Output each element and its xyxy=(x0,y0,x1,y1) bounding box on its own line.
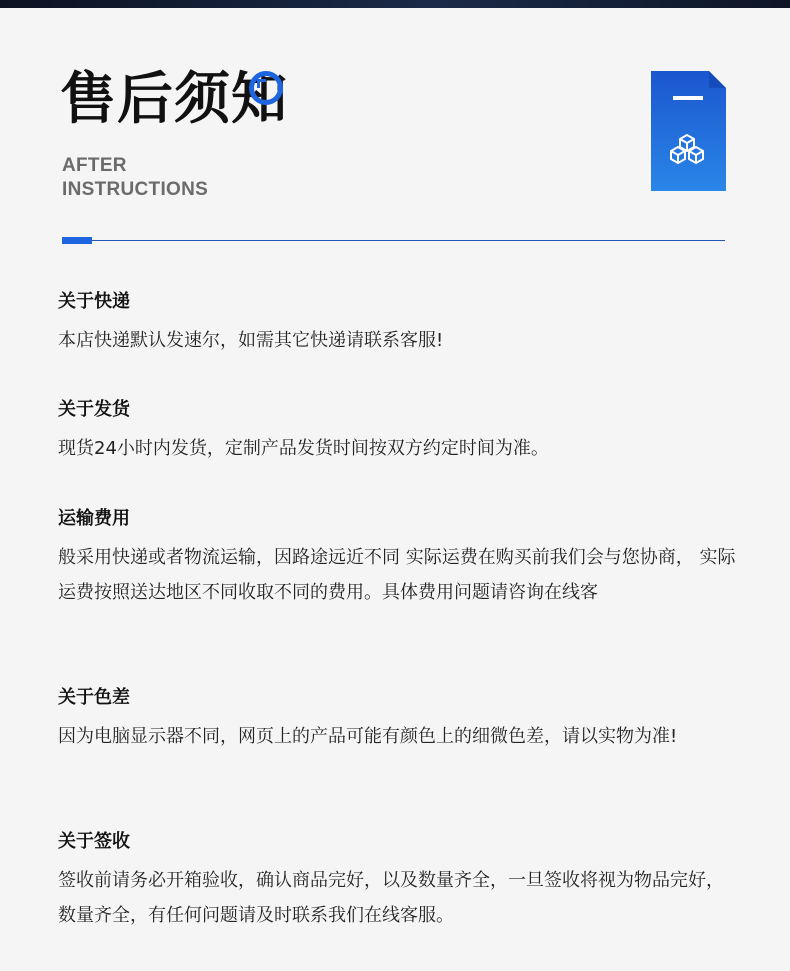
subtitle-line-instructions: INSTRUCTIONS xyxy=(62,179,209,200)
section-receipt xyxy=(58,829,738,933)
ring-icon xyxy=(249,71,283,105)
subtitle-line-after: AFTER xyxy=(62,155,127,176)
section-body: 签收前请务必开箱验收，确认商品完好，以及数量齐全，一旦签收将视为物品完好，数量齐全，有任何问题请及时联系我们在线客服。 xyxy=(58,870,724,926)
section-express xyxy=(58,289,738,358)
divider-accent-bar xyxy=(62,237,92,244)
header-divider xyxy=(62,240,725,241)
section-heading: 关于色差 xyxy=(58,687,130,708)
section-heading: 运输费用 xyxy=(58,508,130,529)
section-heading: 关于签收 xyxy=(58,831,130,852)
section-body: 本店快递默认发速尔，如需其它快递请联系客服! xyxy=(58,330,444,351)
page-title: 售后须知 xyxy=(60,67,288,132)
section-shipping xyxy=(58,397,738,466)
section-heading: 关于发货 xyxy=(58,399,130,420)
section-color-difference xyxy=(58,685,738,754)
section-body: 因为电脑显示器不同，网页上的产品可能有颜色上的细微色差，请以实物为准! xyxy=(58,726,678,747)
section-body: 般采用快递或者物流运输，因路途远近不同 实际运费在购买前我们会与您协商， 实际运费按照送达地区不同收取不同的费用。具体费用问题请咨询在线客 xyxy=(58,547,736,603)
page-subtitle xyxy=(62,154,208,202)
section-heading: 关于快递 xyxy=(58,291,130,312)
document-cubes-icon xyxy=(651,71,726,191)
section-body: 现货24小时内发货，定制产品发货时间按双方约定时间为准。 xyxy=(58,438,549,459)
section-freight xyxy=(58,506,738,610)
top-banner-strip xyxy=(0,0,790,8)
